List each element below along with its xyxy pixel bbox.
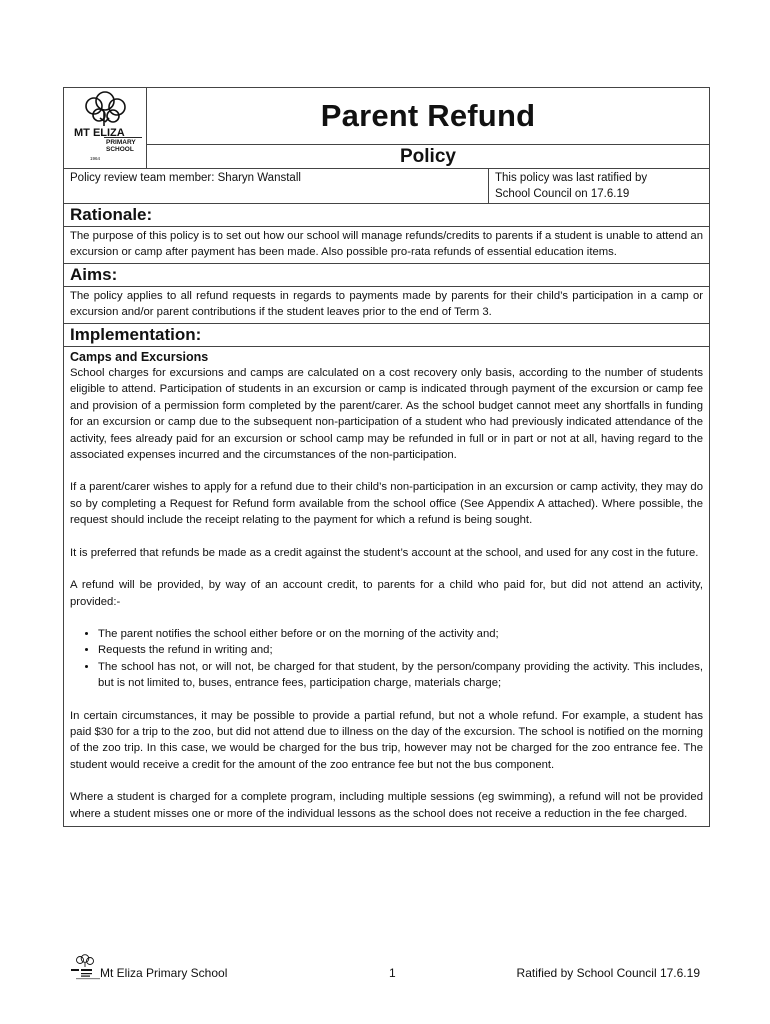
implementation-paragraph-4: A refund will be provided, by way of an account credit, to parents for a child who paid for, but did not attend an activity, provided:- <box>70 579 703 608</box>
list-item: • The school has not, or will not, be charged for that student, by the person/company providing the activity. This includes, but is not limited to, buses, entrance fees, participation charge, materials charge; <box>98 659 703 692</box>
implementation-body <box>64 347 709 826</box>
title-block <box>147 88 709 168</box>
implementation-paragraph-6: Where a student is charged for a complete program, including multiple sessions (eg swimming), a refund will not be provided where a student misses one or more of the individual lessons as the school does not receive a reduction in the fee charged. <box>70 791 703 820</box>
list-item: • The parent notifies the school either before or on the morning of the activity and; <box>98 626 703 642</box>
policy-document <box>63 87 710 827</box>
ratified-note-line1: This policy was last ratified by <box>495 172 648 184</box>
footer-logo-icon <box>68 954 102 980</box>
ratified-note <box>489 169 709 203</box>
footer-school-name: Mt Eliza Primary School <box>100 966 228 980</box>
svg-text:SCHOOL: SCHOOL <box>106 146 134 153</box>
rationale-heading: Rationale: <box>64 204 709 227</box>
camps-excursions-subheading: Camps and Excursions <box>70 349 209 364</box>
policy-meta-row <box>64 169 709 204</box>
tree-logo-icon <box>64 88 146 168</box>
document-header <box>64 88 709 169</box>
ratified-note-line2: School Council on 17.6.19 <box>495 188 630 200</box>
svg-text:1964: 1964 <box>90 156 101 161</box>
aims-heading: Aims: <box>64 264 709 287</box>
school-logo <box>64 88 147 168</box>
document-title: Parent Refund <box>147 88 709 145</box>
footer-ratified-date: Ratified by School Council 17.6.19 <box>516 966 700 980</box>
implementation-heading: Implementation: <box>64 324 709 347</box>
document-subtitle: Policy <box>400 145 456 167</box>
refund-conditions-list <box>70 626 703 692</box>
implementation-paragraph-2: If a parent/carer wishes to apply for a refund due to their child’s non-participation in an excursion or camp activity, they may do so by completing a Request for Refund form available from the school office (See Appendix A attached). Where possible, the request should include the receipt relating to the payment for which a refund is being sought. <box>70 481 703 527</box>
review-team-member: Policy review team member: Sharyn Wanstall <box>64 169 489 203</box>
implementation-paragraph-5: In certain circumstances, it may be possible to provide a partial refund, but not a whole refund. For example, a student has paid $30 for a trip to the zoo, but did not attend due to illness on the day of the excursion. The school is notified on the morning of the zoo trip. In this case, we would be charged for the bus trip, however may not be charged for the zoo entrance fee. The student would receive a credit for the amount of the zoo entrance fee but not the bus component. <box>70 709 703 771</box>
rationale-text: The purpose of this policy is to set out how our school will manage refunds/credits to parents if a student is unable to attend an excursion or camp after payment has been made. Also possible pro-rata refunds of essential education items. <box>64 227 709 264</box>
page-footer <box>68 960 708 984</box>
footer-page-number: 1 <box>389 966 396 980</box>
list-item: • Requests the refund in writing and; <box>98 642 703 658</box>
implementation-paragraph-3: It is preferred that refunds be made as a credit against the student’s account at the school, and used for any cost in the future. <box>70 546 699 559</box>
svg-text:PRIMARY: PRIMARY <box>106 139 136 146</box>
aims-text: The policy applies to all refund requests in regards to payments made by parents for their child’s participation in a camp or excursion and/or parent contributions if the student leaves prior to the end of Term 3. <box>64 287 709 324</box>
implementation-paragraph-1: School charges for excursions and camps are calculated on a cost recovery only basis, according to the number of students eligible to attend. Participation of students in an excursion or camp is indicated through payment of the excursion or camp fee and provision of a permission form completed by the parent/carer. As the school budget cannot meet any shortfalls in funding for an excursion or camp due to the subsequent non-participation of a student who had previously indicated attendance of the activity, fees already paid for an excursion or school camp may be refunded in full or in part or not at all, having regard to the associated expenses incurred and the circumstances of the non-participation. <box>70 367 703 462</box>
svg-text:MT ELIZA: MT ELIZA <box>74 127 125 139</box>
